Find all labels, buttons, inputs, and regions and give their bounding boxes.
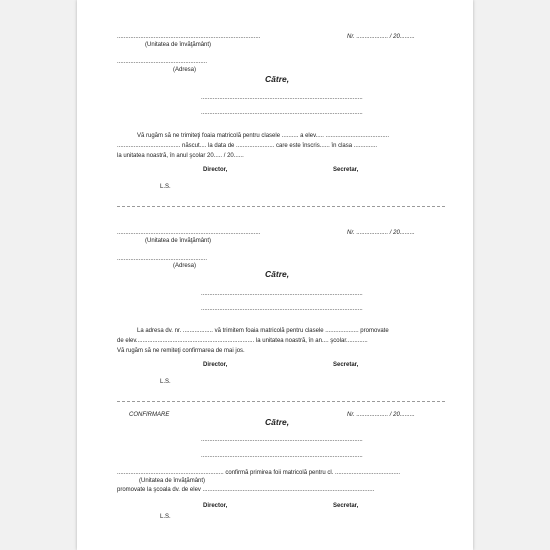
- recipient-line-2: .................................................................................................: [201, 453, 363, 459]
- body-line-1: Vă rugăm să ne trimiteţi foaia matricolă pentru clasele .......... a elev..... ......................................: [137, 133, 389, 139]
- registration-number: Nr. ................... / 20.........: [347, 412, 415, 418]
- unit-label: (Unitatea de învăţământ): [139, 478, 206, 484]
- unit-line: ......................................................................................: [117, 230, 261, 236]
- registration-number: Nr. ................... / 20.........: [347, 230, 415, 236]
- body-line-2: ...................................... născut.... la data de ....................... care este înscris...... în clasa ..............: [117, 143, 378, 149]
- director-label: Director,: [203, 503, 228, 509]
- secretary-label: Secretar,: [333, 362, 359, 368]
- recipient-title: Către,: [265, 269, 290, 279]
- secretary-label: Secretar,: [333, 167, 359, 173]
- secretary-label: Secretar,: [333, 503, 359, 509]
- body-line-3: Vă rugăm să ne remiteţi confirmarea de mai jos.: [117, 348, 245, 354]
- stamp-label: L.S.: [160, 184, 171, 190]
- body-line-2: de elev....................................................................... la unitatea noastră, în an.... şcolar.............: [117, 338, 368, 344]
- cut-line: [117, 206, 445, 207]
- unit-line: ......................................................................................: [117, 34, 261, 40]
- address-line: ......................................................: [117, 59, 208, 65]
- unit-label: (Unitatea de învăţământ): [145, 238, 212, 244]
- body-line-2: promovate la şcoala dv. de elev .......................................................................................................: [117, 487, 375, 493]
- director-label: Director,: [203, 362, 228, 368]
- cut-line: [117, 401, 445, 402]
- body-line-1: ................................................................ confirmă primirea foii matricolă pentru cl. .......................................: [117, 470, 401, 476]
- recipient-title: Către,: [265, 417, 290, 427]
- recipient-line-1: .................................................................................................: [201, 95, 363, 101]
- registration-number: Nr. ................... / 20.........: [347, 34, 415, 40]
- recipient-title: Către,: [265, 74, 290, 84]
- director-label: Director,: [203, 167, 228, 173]
- address-line: ......................................................: [117, 256, 208, 262]
- confirmation-heading: CONFIRMARE: [129, 412, 170, 418]
- stamp-label: L.S.: [160, 514, 171, 520]
- stamp-label: L.S.: [160, 379, 171, 385]
- body-line-3: la unitatea noastră, în anul şcolar 20..... / 20......: [117, 153, 244, 159]
- recipient-line-1: .................................................................................................: [201, 291, 363, 297]
- recipient-line-1: .................................................................................................: [201, 437, 363, 443]
- body-line-1: La adresa dv. nr. .................. vă trimitem foaia matricolă pentru clasele .................... promovate: [137, 328, 389, 334]
- address-label: (Adresa): [173, 67, 197, 73]
- form-sheet: [77, 0, 473, 550]
- recipient-line-2: .................................................................................................: [201, 306, 363, 312]
- recipient-line-2: .................................................................................................: [201, 110, 363, 116]
- address-label: (Adresa): [173, 263, 197, 269]
- unit-label: (Unitatea de învăţământ): [145, 42, 212, 48]
